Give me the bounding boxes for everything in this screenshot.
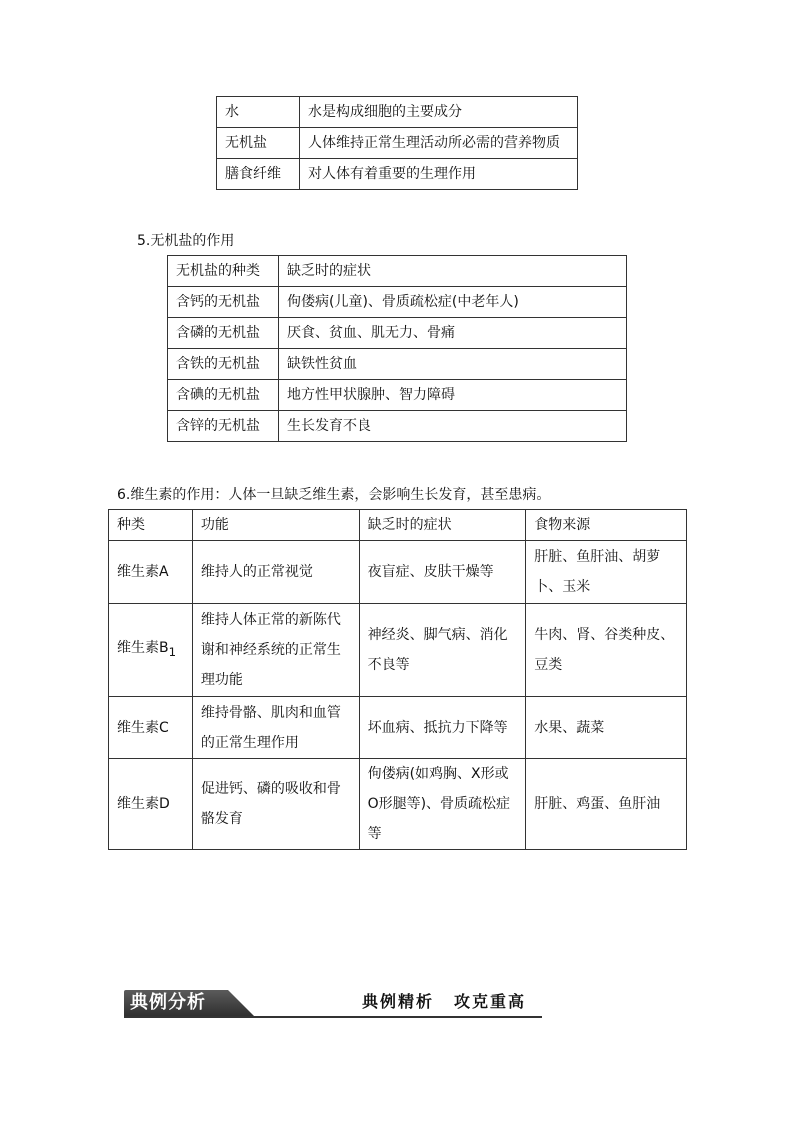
vitamin-source: 肝脏、鸡蛋、鱼肝油 — [526, 759, 687, 850]
table-row — [168, 349, 627, 380]
vitamin-kind-label: 维生素B — [117, 640, 169, 657]
table-row — [168, 411, 627, 442]
table-header-row — [109, 510, 687, 541]
mineral-type: 含磷的无机盐 — [168, 318, 279, 349]
mineral-symptom: 佝偻病(儿童)、骨质疏松症(中老年人) — [279, 287, 627, 318]
mineral-symptom: 厌食、贫血、肌无力、骨痛 — [279, 318, 627, 349]
vitamin-kind — [109, 759, 193, 850]
column-header: 缺乏时的症状 — [279, 256, 627, 287]
vitamins-table — [108, 509, 687, 850]
table-row — [109, 697, 687, 759]
nutrient-desc: 对人体有着重要的生理作用 — [300, 159, 578, 190]
minerals-table — [167, 255, 627, 442]
banner-rule — [124, 1016, 542, 1018]
nutrient-name: 膳食纤维 — [217, 159, 300, 190]
banner-tagline-part: 攻克重高 — [454, 992, 527, 1011]
table-row — [168, 318, 627, 349]
table-row — [109, 541, 687, 604]
table-row — [109, 604, 687, 697]
column-header: 种类 — [109, 510, 193, 541]
vitamin-kind — [109, 541, 193, 604]
vitamin-source: 肝脏、鱼肝油、胡萝卜、玉米 — [526, 541, 687, 604]
vitamin-symptom: 神经炎、脚气病、消化不良等 — [359, 604, 526, 697]
section6-title: 6.维生素的作用：人体一旦缺乏维生素，会影响生长发育，甚至患病。 — [117, 487, 551, 503]
mineral-symptom: 地方性甲状腺肿、智力障碍 — [279, 380, 627, 411]
table-row — [168, 287, 627, 318]
table-row — [109, 759, 687, 850]
banner-tagline-part: 典例精析 — [362, 992, 435, 1011]
mineral-symptom: 生长发育不良 — [279, 411, 627, 442]
vitamin-function: 维持人体正常的新陈代谢和神经系统的正常生理功能 — [192, 604, 359, 697]
table-row — [217, 97, 578, 128]
vitamin-kind-subscript: 1 — [168, 644, 177, 659]
table-row — [217, 159, 578, 190]
vitamin-function: 维持骨骼、肌肉和血管的正常生理作用 — [192, 697, 359, 759]
table-row — [217, 128, 578, 159]
banner-tagline — [362, 991, 526, 1013]
table-row — [168, 380, 627, 411]
nutrients-table — [216, 96, 578, 190]
vitamin-kind — [109, 697, 193, 759]
nutrient-desc: 人体维持正常生理活动所必需的营养物质 — [300, 128, 578, 159]
vitamin-source: 水果、蔬菜 — [526, 697, 687, 759]
vitamin-symptom: 夜盲症、皮肤干燥等 — [359, 541, 526, 604]
mineral-type: 含锌的无机盐 — [168, 411, 279, 442]
mineral-type: 含铁的无机盐 — [168, 349, 279, 380]
column-header: 缺乏时的症状 — [359, 510, 526, 541]
vitamin-kind-label: 维生素A — [117, 564, 169, 580]
mineral-type: 含碘的无机盐 — [168, 380, 279, 411]
nutrient-name: 无机盐 — [217, 128, 300, 159]
column-header: 食物来源 — [526, 510, 687, 541]
vitamin-symptom: 坏血病、抵抗力下降等 — [359, 697, 526, 759]
table-header-row — [168, 256, 627, 287]
vitamin-symptom: 佝偻病(如鸡胸、X形或O形腿等)、骨质疏松症等 — [359, 759, 526, 850]
vitamin-function: 维持人的正常视觉 — [192, 541, 359, 604]
mineral-type: 含钙的无机盐 — [168, 287, 279, 318]
vitamin-kind-label: 维生素D — [117, 796, 170, 812]
section-banner — [124, 990, 542, 1018]
column-header: 功能 — [192, 510, 359, 541]
vitamin-function: 促进钙、磷的吸收和骨骼发育 — [192, 759, 359, 850]
vitamin-kind-label: 维生素C — [117, 719, 169, 736]
column-header: 无机盐的种类 — [168, 256, 279, 287]
nutrient-desc: 水是构成细胞的主要成分 — [300, 97, 578, 128]
mineral-symptom: 缺铁性贫血 — [279, 349, 627, 380]
banner-tab-label: 典例分析 — [130, 992, 206, 1013]
section5-title: 5.无机盐的作用 — [137, 233, 235, 249]
vitamin-source: 牛肉、肾、谷类种皮、豆类 — [526, 604, 687, 697]
nutrient-name: 水 — [217, 97, 300, 128]
vitamin-kind — [109, 604, 193, 697]
